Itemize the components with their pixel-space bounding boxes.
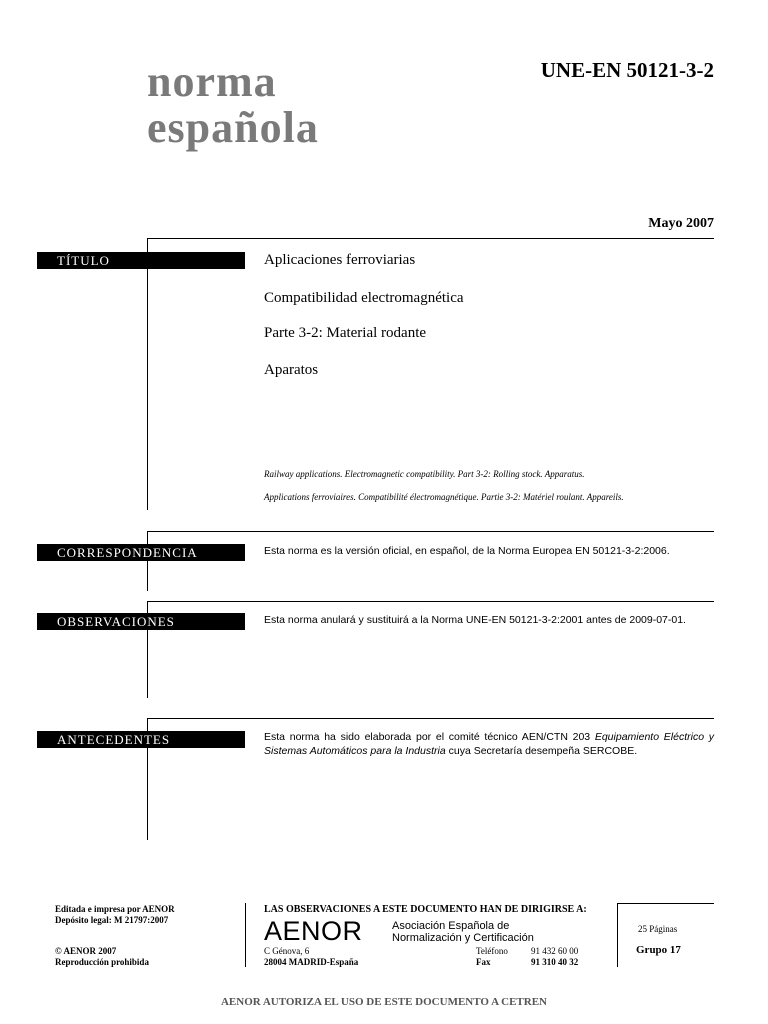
antecedentes-text-before: Esta norma ha sido elaborada por el comité técnico AEN/CTN 203 [264,731,595,743]
brand-norma: norma [147,57,277,106]
footer-copyright [55,946,149,968]
footer-contact-labels [476,946,508,968]
section-vline-correspondencia [147,531,148,591]
footer-phone-value: 91 432 60 00 [531,946,579,956]
aenor-logo: AENOR [264,916,363,946]
footer-divider [245,903,246,967]
bottom-authorization-note: AENOR AUTORIZA EL USO DE ESTE DOCUMENTO A CETREN [220,996,547,1008]
publication-date: Mayo 2007 [648,216,714,231]
section-rule-antecedentes [147,718,714,719]
footer-editor-line2: Depósito legal: M 21797:2007 [55,915,169,925]
footer-editor-line1: Editada e impresa por AENOR [55,904,175,914]
aenor-org-line2: Normalización y Certificación [392,932,534,944]
title-line-1: Aplicaciones ferroviarias [264,252,416,268]
title-translation-en: Railway applications. Electromagnetic compatibility. Part 3-2: Rolling stock. Apparatus. [264,469,585,479]
footer-copyright-line2: Reproducción prohibida [55,957,149,967]
footer-observations-heading: LAS OBSERVACIONES A ESTE DOCUMENTO HAN DE DIRIGIRSE A: [264,904,587,915]
correspondencia-text: Esta norma es la versión oficial, en español, de la Norma Europea EN 50121-3-2:2006. [264,545,670,557]
footer-address-line2: 28004 MADRID-España [264,957,359,967]
footer-contact-values [531,946,578,968]
footer-copyright-line1: © AENOR 2007 [55,946,117,956]
footer-fax-label: Fax [476,957,491,967]
footer-pages: 25 Páginas [638,924,678,934]
title-line-2: Compatibilidad electromagnética [264,290,464,306]
standard-code: UNE-EN 50121-3-2 [540,58,714,82]
label-titulo: TÍTULO [37,252,245,269]
footer-editor [55,904,175,926]
aenor-org-line1: Asociación Española de [392,920,510,932]
section-rule-correspondencia [147,531,714,532]
antecedentes-text [264,730,714,758]
footer-address-line1: C Génova, 6 [264,946,310,956]
antecedentes-committee: Equipamiento Eléctrico y Sistemas Automáticos para la Industria [264,731,714,757]
section-rule-titulo [147,238,714,239]
footer-address [264,946,358,968]
footer-pages-box [617,903,714,967]
title-translation-fr: Applications ferroviaires. Compatibilité électromagnétique. Partie 3-2: Matériel roulant. Appareils. [264,492,624,502]
section-rule-observaciones [147,601,714,602]
footer-fax-value: 91 310 40 32 [531,957,579,967]
label-correspondencia: CORRESPONDENCIA [37,544,245,561]
section-vline-titulo [147,238,148,510]
observaciones-text: Esta norma anulará y sustituirá a la Norma UNE-EN 50121-3-2:2001 antes de 2009-07-01. [264,614,686,626]
label-observaciones: OBSERVACIONES [37,613,245,630]
title-line-3: Parte 3-2: Material rodante [264,325,427,341]
aenor-org-name [392,920,534,944]
antecedentes-text-after: cuya Secretaría desempeña SERCOBE. [445,745,638,757]
title-line-4: Aparatos [264,362,319,378]
brand-espanola: española [147,103,319,152]
label-antecedentes: ANTECEDENTES [37,731,245,748]
footer-group: Grupo 17 [636,944,681,956]
footer-phone-label: Teléfono [476,946,508,956]
